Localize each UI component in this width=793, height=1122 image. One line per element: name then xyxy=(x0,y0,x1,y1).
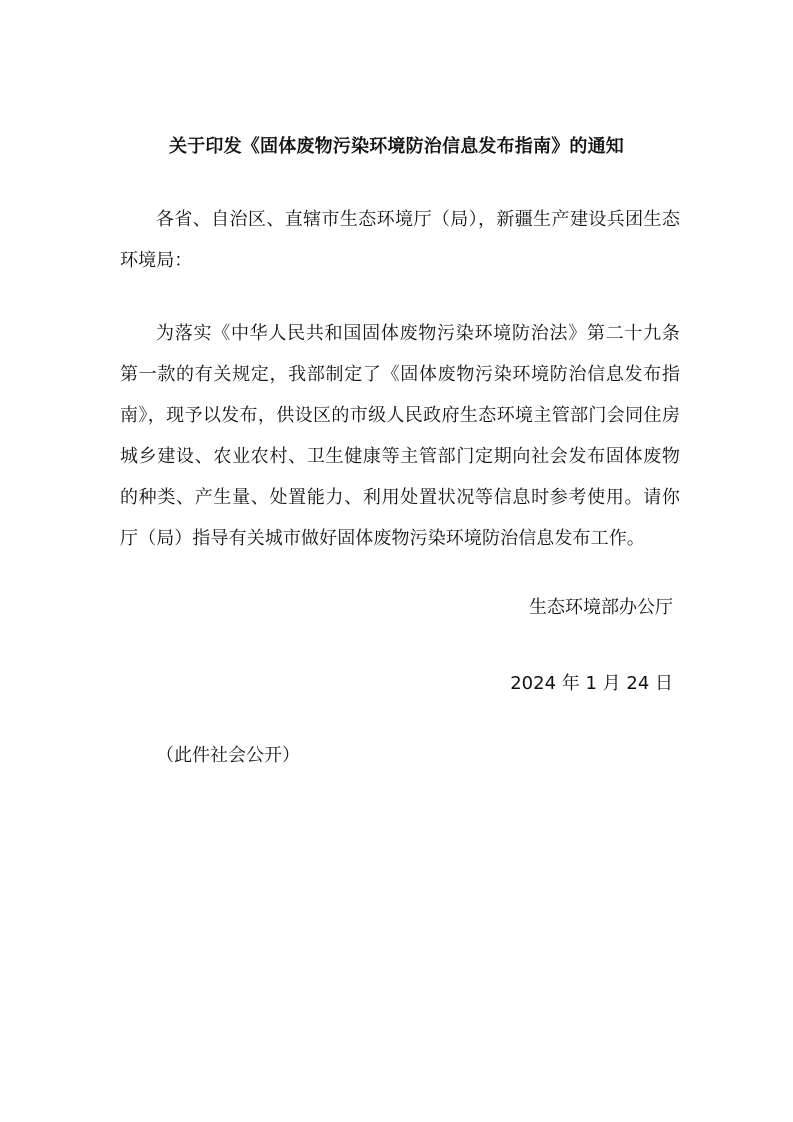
issuing-office: 生态环境部办公厅 xyxy=(529,597,673,618)
salutation-paragraph: 各省、自治区、直辖市生态环境厅（局），新疆生产建设兵团生态环境局： xyxy=(120,209,680,271)
issue-date: 2024 年 1 月 24 日 xyxy=(510,673,673,694)
document-title: 关于印发《固体废物污染环境防治信息发布指南》的通知 xyxy=(169,136,624,157)
disclosure-note: （此件社会公开） xyxy=(156,745,300,766)
body-paragraph: 为落实《中华人民共和国固体废物污染环境防治法》第二十九条第一款的有关规定，我部制定了《固体废物污染环境防治信息发布指南》，现予以发布，供设区的市级人民政府生态环境主管部门会同住房城乡建设、农业农村、卫生健康等主管部门定期向社会发布固体废物的种类、产生量、处置能力、利用处置状况等信息时参考使用。请你厅（局）指导有关城市做好固体废物污染环境防治信息发布工作。 xyxy=(120,323,680,549)
